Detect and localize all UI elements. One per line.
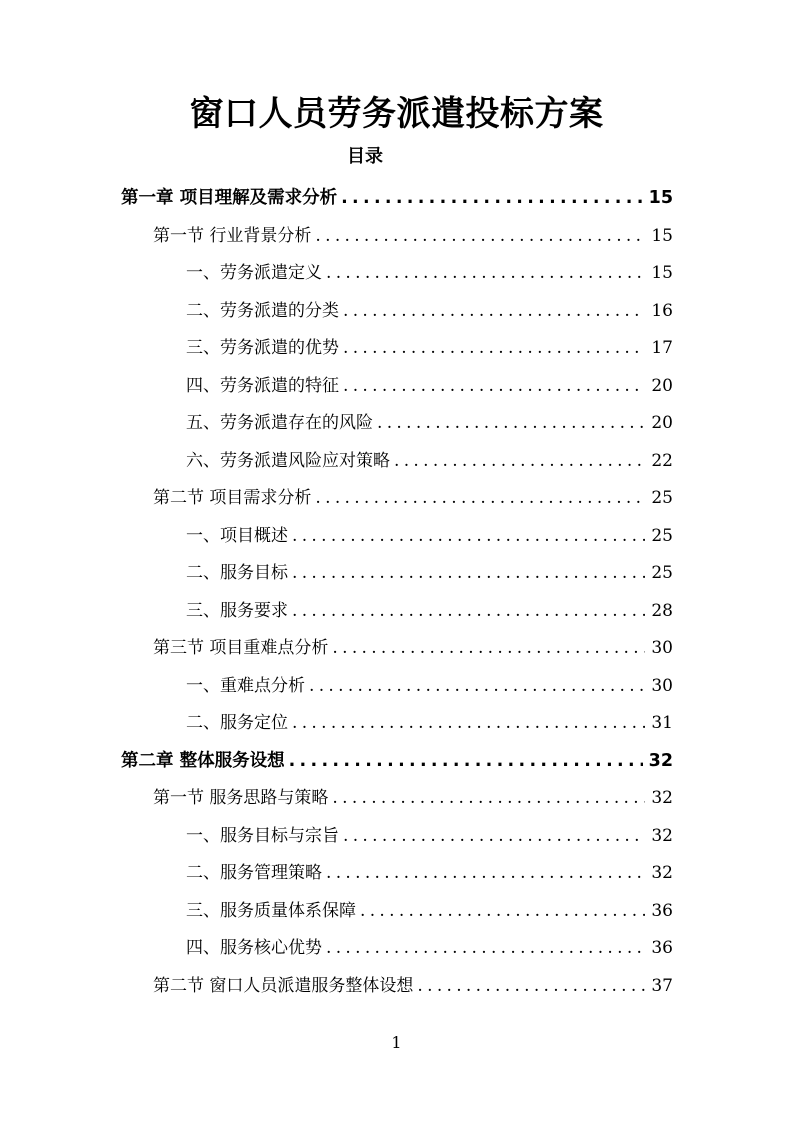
toc-leader-dots [326, 930, 645, 967]
toc-leader-dots [341, 180, 643, 217]
toc-entry-page: 15 [651, 225, 673, 246]
toc-entry-subsection[interactable] [186, 668, 673, 705]
toc-entry-label: 三、服务质量体系保障 [186, 900, 356, 921]
toc-entry-page: 32 [651, 825, 673, 846]
page-number: 1 [391, 1033, 402, 1052]
toc-entry-label: 第二节 项目需求分析 [153, 488, 312, 508]
toc-entry-page: 25 [651, 563, 673, 583]
toc-entry-page: 30 [651, 638, 673, 658]
toc-entry-page: 25 [651, 525, 673, 546]
toc-entry-label: 一、重难点分析 [186, 675, 305, 696]
toc-entry-subsection[interactable] [186, 405, 673, 442]
toc-entry-page: 20 [651, 375, 673, 396]
toc-entry-subsection[interactable] [186, 893, 673, 930]
toc-leader-dots [292, 705, 645, 742]
toc-entry-subsection[interactable] [186, 368, 673, 405]
toc-leader-dots [315, 480, 645, 517]
toc-entry-label: 二、服务目标 [186, 563, 288, 583]
toc-entry-section[interactable] [153, 630, 673, 667]
toc-entry-page: 31 [651, 713, 673, 733]
toc-entry-chapter-2[interactable] [121, 743, 673, 780]
toc-entry-page: 32 [651, 863, 673, 883]
toc-entry-label: 一、劳务派遣定义 [186, 263, 322, 283]
toc-entry-section[interactable] [153, 218, 673, 255]
toc-entry-label: 一、服务目标与宗旨 [186, 825, 339, 846]
toc-entry-page: 20 [651, 413, 673, 433]
toc-entry-subsection[interactable] [186, 818, 673, 855]
toc-entry-label: 四、服务核心优势 [186, 938, 322, 958]
toc-entry-page: 15 [648, 188, 673, 208]
toc-entry-label: 第二节 窗口人员派遣服务整体设想 [153, 975, 414, 996]
toc-leader-dots [292, 555, 645, 592]
toc-entry-page: 32 [648, 750, 673, 771]
toc-entry-page: 25 [651, 488, 673, 508]
toc-leader-dots [377, 405, 645, 442]
toc-entry-subsection[interactable] [186, 518, 673, 555]
toc-entry-subsection[interactable] [186, 930, 673, 967]
toc-entry-label: 三、劳务派遣的优势 [186, 338, 339, 358]
toc-entry-subsection[interactable] [186, 443, 673, 480]
toc-entry-section[interactable] [153, 780, 673, 817]
toc-leader-dots [417, 968, 645, 1005]
toc-leader-dots [292, 593, 645, 630]
toc-entry-label: 六、劳务派遣风险应对策略 [186, 450, 390, 471]
toc-entry-page: 36 [651, 900, 673, 921]
toc-entry-label: 第二章 整体服务设想 [121, 750, 285, 771]
toc-leader-dots [394, 443, 645, 480]
toc-entry-label: 一、项目概述 [186, 525, 288, 546]
toc-entry-label: 五、劳务派遣存在的风险 [186, 413, 373, 433]
toc-entry-page: 37 [651, 975, 673, 996]
toc-leader-dots [309, 668, 645, 705]
toc-entry-subsection[interactable] [186, 855, 673, 892]
toc-leader-dots [343, 330, 645, 367]
toc-leader-dots [343, 293, 645, 330]
toc-entry-page: 17 [651, 338, 673, 358]
toc-leader-dots [343, 368, 645, 405]
toc-entry-page: 16 [651, 300, 673, 321]
toc-entry-subsection[interactable] [186, 705, 673, 742]
toc-entry-label: 四、劳务派遣的特征 [186, 375, 339, 396]
toc-entry-label: 二、劳务派遣的分类 [186, 300, 339, 321]
toc-leader-dots [326, 255, 645, 292]
toc-entry-label: 第一节 行业背景分析 [153, 225, 312, 246]
toc-entry-page: 28 [651, 600, 673, 621]
toc-entry-label: 第一节 服务思路与策略 [153, 788, 329, 808]
toc-leader-dots [332, 780, 645, 817]
toc-leader-dots [360, 893, 645, 930]
toc-leader-dots [343, 818, 645, 855]
toc-entry-subsection[interactable] [186, 330, 673, 367]
toc-leader-dots [315, 218, 645, 255]
toc-entry-page: 32 [651, 788, 673, 808]
toc-entry-page: 22 [651, 450, 673, 471]
toc-entry-label: 三、服务要求 [186, 600, 288, 621]
toc-entry-label: 第三节 项目重难点分析 [153, 638, 329, 658]
toc-leader-dots [292, 518, 645, 555]
toc-leader-dots [326, 855, 645, 892]
toc-leader-dots [289, 743, 643, 780]
toc-entry-section[interactable] [153, 968, 673, 1005]
toc-entry-section[interactable] [153, 480, 673, 517]
toc-entry-label: 二、服务定位 [186, 713, 288, 733]
toc-entry-subsection[interactable] [186, 555, 673, 592]
toc-entry-page: 36 [651, 938, 673, 958]
toc-entry-page: 30 [651, 675, 673, 696]
toc-entry-label: 二、服务管理策略 [186, 863, 322, 883]
toc-entry-page: 15 [651, 263, 673, 283]
toc-entry-subsection[interactable] [186, 293, 673, 330]
document-title: 窗口人员劳务派遣投标方案 [189, 94, 604, 134]
toc-entry-chapter-1[interactable] [121, 180, 673, 217]
toc-entry-subsection[interactable] [186, 593, 673, 630]
toc-entry-subsection[interactable] [186, 255, 673, 292]
toc-heading: 目录 [347, 146, 383, 167]
toc-leader-dots [332, 630, 645, 667]
toc-entry-label: 第一章 项目理解及需求分析 [121, 188, 338, 208]
